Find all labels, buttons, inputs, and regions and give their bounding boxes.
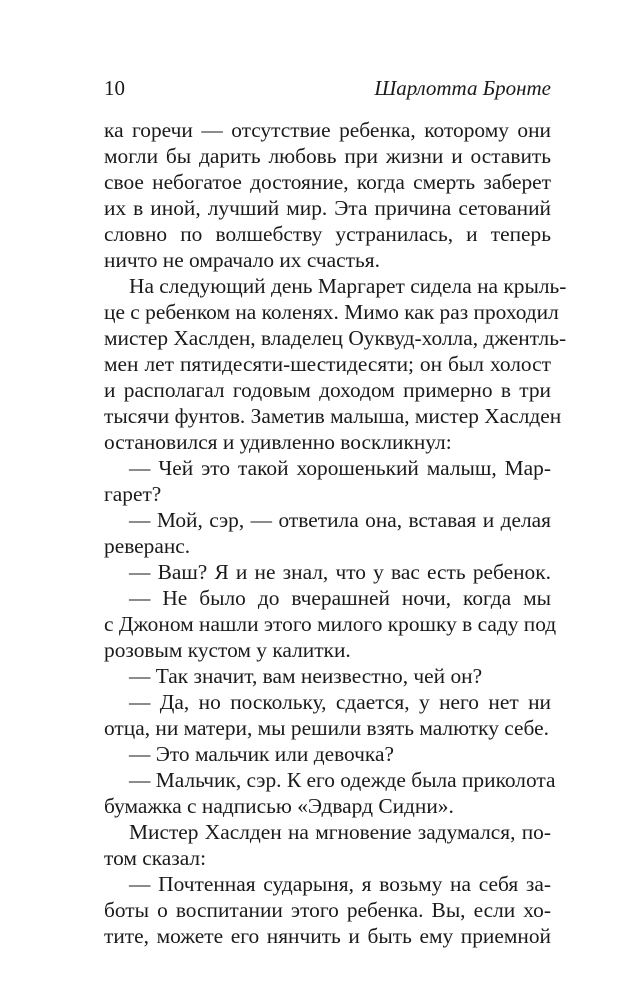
text-line: ничто не омрачало их счастья.	[104, 248, 380, 272]
text-line: том сказал:	[104, 846, 207, 870]
text-line: — Почтенная сударыня, я возьму на себя за-	[129, 872, 551, 896]
text-line: тите, можете его нянчить и быть ему приемной	[104, 924, 551, 948]
text-line: мен лет пятидесяти-шестидесяти; он был холост	[104, 352, 551, 376]
text-line: — Мой, сэр, — ответила она, вставая и делая	[129, 508, 551, 532]
text-line: це с ребенком на коленях. Мимо как раз проходил	[104, 300, 559, 324]
text-line: словно по волшебству устранилась, и теперь	[104, 222, 551, 246]
text-line: — Чей это такой хорошенький малыш, Мар-	[129, 456, 551, 480]
body-text	[104, 117, 567, 949]
text-line: тысячи фунтов. Заметив малыша, мистер Хаслден	[104, 404, 562, 428]
running-head-author: Шарлотта Бронте	[374, 76, 551, 100]
text-line: розовым кустом у калитки.	[104, 638, 351, 662]
text-line: — Мальчик, сэр. К его одежде была приколота	[129, 768, 556, 792]
text-line: с Джоном нашли этого милого крошку в саду под	[104, 612, 557, 636]
text-line: ка горечи — отсутствие ребенка, которому они	[104, 118, 551, 142]
text-line: — Это мальчик или девочка?	[129, 742, 394, 766]
text-line: — Так значит, вам неизвестно, чей он?	[129, 664, 483, 688]
text-line: — Да, но поскольку, сдается, у него нет ни	[129, 690, 551, 714]
text-line: — Ваш? Я и не знал, что у вас есть ребенок.	[129, 560, 551, 584]
text-line: мистер Хаслден, владелец Оуквуд-холла, джентль-	[104, 326, 567, 350]
text-line: и располагал годовым доходом примерно в три	[104, 378, 551, 402]
text-line: отца, ни матери, мы решили взять малютку себе.	[104, 716, 549, 740]
text-line: бумажка с надписью «Эдвард Сидни».	[104, 794, 454, 818]
text-line: гарет?	[104, 482, 162, 506]
text-line: На следующий день Маргарет сидела на крыль-	[129, 274, 567, 298]
text-line: боты о воспитании этого ребенка. Вы, если хо-	[104, 898, 551, 922]
text-line: могли бы дарить любовь при жизни и оставить	[104, 144, 551, 168]
page-number: 10	[104, 76, 125, 100]
text-line: реверанс.	[104, 534, 191, 558]
text-line: их в иной, лучший мир. Эта причина сетований	[104, 196, 551, 220]
text-line: свое небогатое достояние, когда смерть заберет	[104, 170, 551, 194]
text-line: Мистер Хаслден на мгновение задумался, по-	[129, 820, 551, 844]
running-header	[104, 73, 551, 103]
text-line: — Не было до вчерашней ночи, когда мы	[129, 586, 551, 610]
text-line: остановился и удивленно воскликнул:	[104, 430, 452, 454]
